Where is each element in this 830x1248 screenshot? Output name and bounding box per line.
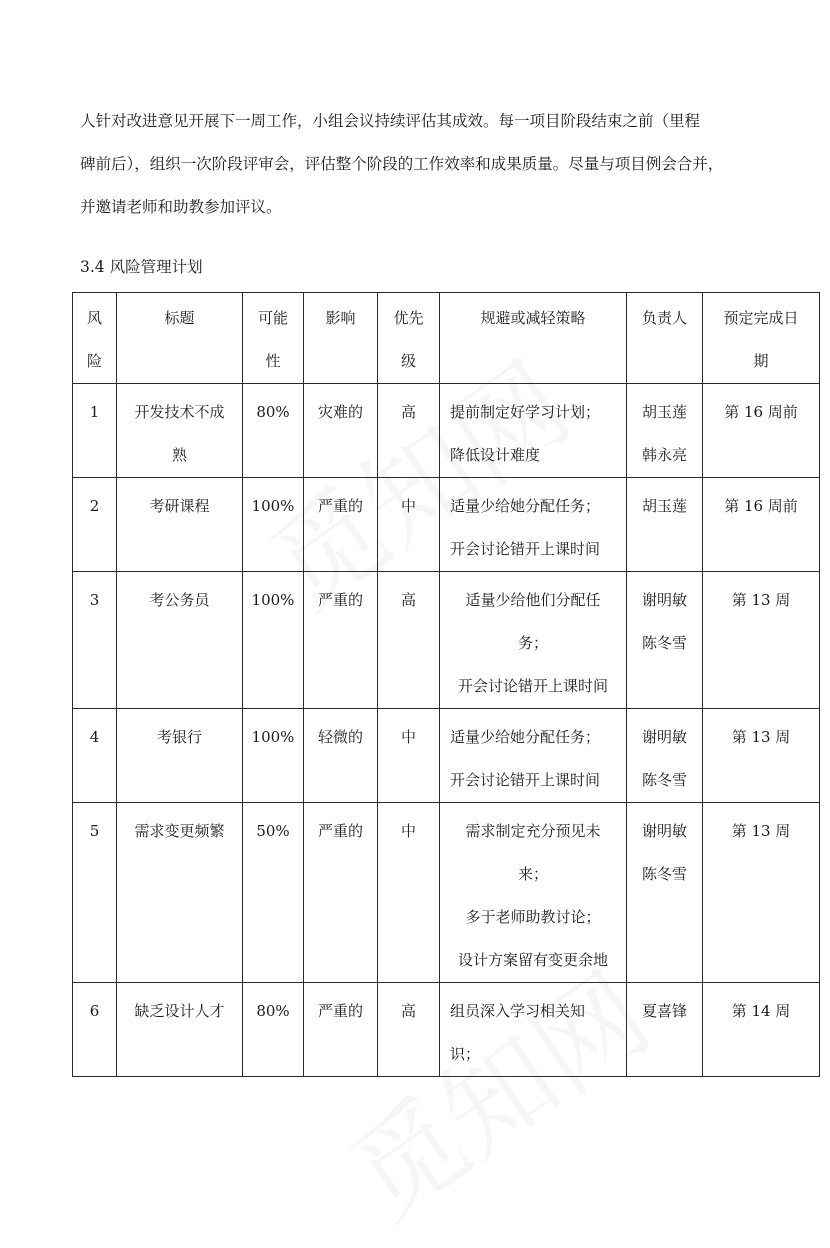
table-row — [73, 709, 820, 803]
header-probability: 可能 性 — [243, 293, 304, 384]
cell-due: 第 16 周前 — [703, 384, 820, 478]
cell-due: 第 16 周前 — [703, 478, 820, 572]
cell-probability: 100% — [243, 572, 304, 709]
cell-title: 考研课程 — [117, 478, 243, 572]
cell-strategy: 组员深入学习相关知 识； — [440, 983, 627, 1077]
cell-due: 第 13 周 — [703, 709, 820, 803]
cell-id: 4 — [73, 709, 117, 803]
cell-priority: 高 — [378, 983, 440, 1077]
cell-strategy: 适量少给他们分配任 务； 开会讨论错开上课时间 — [440, 572, 627, 709]
paragraph-line: 碑前后），组织一次阶段评审会，评估整个阶段的工作效率和成果质量。尽量与项目例会合并， — [80, 155, 724, 173]
header-strategy: 规避或减轻策略 — [440, 293, 627, 384]
cell-title: 考公务员 — [117, 572, 243, 709]
cell-owner: 谢明敏 陈冬雪 — [627, 709, 703, 803]
cell-probability: 100% — [243, 478, 304, 572]
intro-paragraph — [80, 100, 770, 229]
cell-owner: 谢明敏 陈冬雪 — [627, 803, 703, 983]
header-owner: 负责人 — [627, 293, 703, 384]
cell-priority: 中 — [378, 709, 440, 803]
cell-strategy: 需求制定充分预见未 来； 多于老师助教讨论； 设计方案留有变更余地 — [440, 803, 627, 983]
header-impact: 影响 — [304, 293, 378, 384]
table-row — [73, 384, 820, 478]
cell-due: 第 14 周 — [703, 983, 820, 1077]
risk-table — [72, 292, 820, 1077]
header-priority: 优先 级 — [378, 293, 440, 384]
header-due: 预定完成日 期 — [703, 293, 820, 384]
table-header-row — [73, 293, 820, 384]
cell-impact: 严重的 — [304, 983, 378, 1077]
cell-owner: 胡玉莲 韩永亮 — [627, 384, 703, 478]
cell-owner: 胡玉莲 — [627, 478, 703, 572]
cell-title: 开发技术不成 熟 — [117, 384, 243, 478]
header-title: 标题 — [117, 293, 243, 384]
cell-owner: 谢明敏 陈冬雪 — [627, 572, 703, 709]
cell-priority: 中 — [378, 803, 440, 983]
cell-due: 第 13 周 — [703, 803, 820, 983]
cell-priority: 高 — [378, 572, 440, 709]
table-row — [73, 803, 820, 983]
cell-due: 第 13 周 — [703, 572, 820, 709]
cell-impact: 严重的 — [304, 478, 378, 572]
table-row — [73, 478, 820, 572]
header-risk: 风 险 — [73, 293, 117, 384]
cell-id: 1 — [73, 384, 117, 478]
cell-probability: 80% — [243, 983, 304, 1077]
cell-impact: 灾难的 — [304, 384, 378, 478]
table-row — [73, 983, 820, 1077]
cell-title: 考银行 — [117, 709, 243, 803]
cell-id: 2 — [73, 478, 117, 572]
cell-strategy: 适量少给她分配任务； 开会讨论错开上课时间 — [440, 709, 627, 803]
cell-id: 6 — [73, 983, 117, 1077]
cell-strategy: 提前制定好学习计划； 降低设计难度 — [440, 384, 627, 478]
cell-impact: 轻微的 — [304, 709, 378, 803]
section-title: 3.4 风险管理计划 — [80, 258, 203, 276]
cell-priority: 高 — [378, 384, 440, 478]
cell-impact: 严重的 — [304, 572, 378, 709]
cell-probability: 100% — [243, 709, 304, 803]
cell-probability: 50% — [243, 803, 304, 983]
cell-id: 5 — [73, 803, 117, 983]
cell-priority: 中 — [378, 478, 440, 572]
cell-id: 3 — [73, 572, 117, 709]
paragraph-line: 人针对改进意见开展下一周工作，小组会议持续评估其成效。每一项目阶段结束之前（里程 — [80, 112, 701, 130]
paragraph-line: 并邀请老师和助教参加评议。 — [80, 198, 282, 216]
table-row — [73, 572, 820, 709]
cell-title: 需求变更频繁 — [117, 803, 243, 983]
cell-title: 缺乏设计人才 — [117, 983, 243, 1077]
cell-impact: 严重的 — [304, 803, 378, 983]
cell-owner: 夏喜锋 — [627, 983, 703, 1077]
cell-strategy: 适量少给她分配任务； 开会讨论错开上课时间 — [440, 478, 627, 572]
cell-probability: 80% — [243, 384, 304, 478]
